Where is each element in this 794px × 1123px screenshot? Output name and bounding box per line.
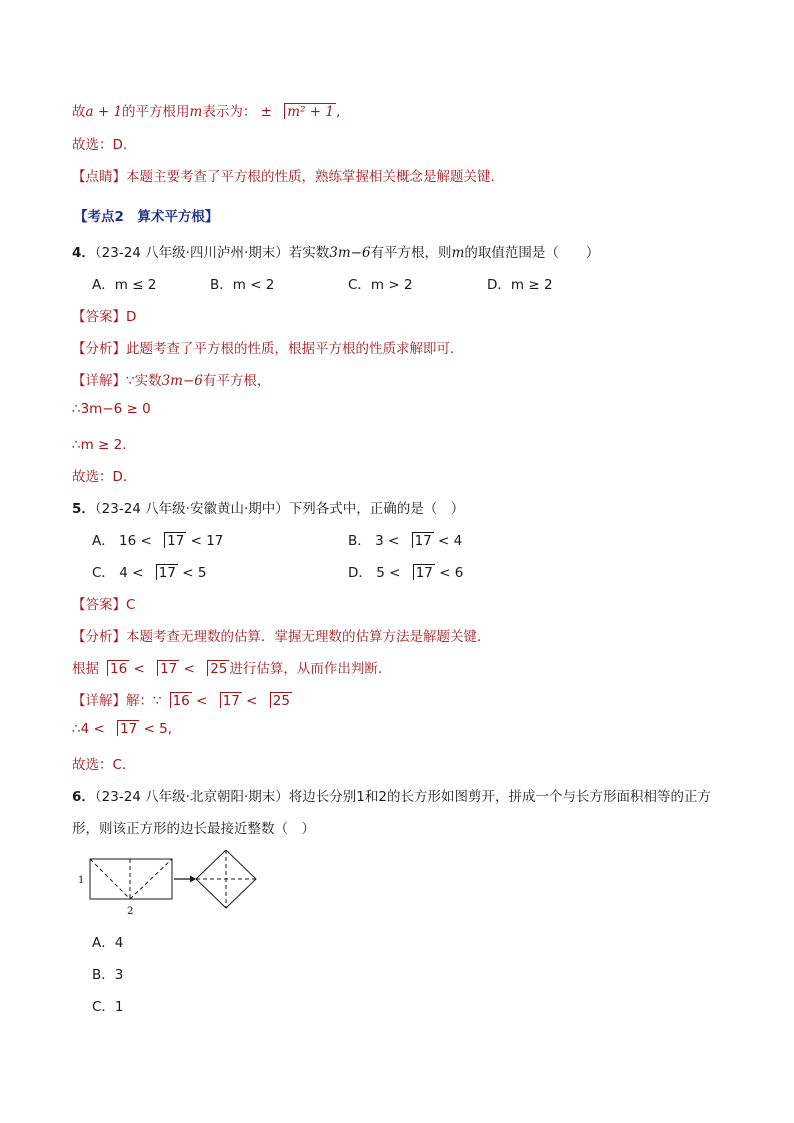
- q5-detail-tag: 【详解】: [72, 693, 126, 709]
- q5-option-d-left: 5 <: [376, 565, 401, 581]
- q6-stem-text1: 将边长分别1和2的长方形如图剪开，拼成一个与长方形面积相等的正方: [288, 789, 711, 805]
- q5-detail-sqrt17: [213, 693, 242, 709]
- q5-detail: [72, 689, 292, 709]
- q5-basis-lt1: <: [133, 661, 145, 677]
- q5-answer-value: C: [126, 597, 136, 613]
- q4-analysis-tag: 【分析】: [72, 341, 126, 357]
- q5-option-c-label: C．: [92, 565, 115, 581]
- q5-basis-lt2: <: [183, 661, 195, 677]
- fig-arrow-head: [190, 876, 196, 883]
- q5-analysis-tag: 【分析】: [72, 629, 126, 645]
- q5-option-b-sqrt: [405, 533, 434, 549]
- fig-label-bottom: 2: [127, 906, 134, 917]
- q6-source: （23-24 八年级·北京朝阳·期末）: [94, 789, 289, 805]
- q4-detail-b: 有平方根，: [202, 373, 271, 389]
- q6-figure: [78, 850, 268, 922]
- q4-detail: [72, 369, 270, 389]
- q4-stem-b: 有平方根，则: [370, 245, 452, 261]
- q5-basis-rad17: 17: [160, 661, 178, 677]
- q5-option-a-label: A．: [92, 533, 115, 549]
- q6-option-b: B．3: [92, 967, 124, 983]
- q5-detail-a: 解：∵: [126, 693, 162, 709]
- q4-detail-expr: 3m−6: [161, 373, 203, 389]
- q5-detail-sqrt25: [263, 693, 292, 709]
- choose-prev: 故选：D.: [72, 137, 128, 153]
- q4-source: （23-24 八年级·四川泸州·期末）: [94, 245, 289, 261]
- q5-option-a: [92, 529, 223, 549]
- q5-stem-text: 下列各式中，正确的是（ ）: [288, 501, 465, 517]
- q4-step2: ∴m ≥ 2．: [72, 437, 136, 453]
- q5-option-b-label: B．: [348, 533, 371, 549]
- intro-pm: ±: [260, 104, 272, 120]
- intro-mid2: 表示为：: [202, 104, 257, 120]
- q5-option-d: [348, 561, 463, 581]
- q6-stem-line2: 形，则该正方形的边长最接近整数（ ）: [72, 821, 315, 837]
- intro-suffix: ,: [335, 104, 341, 120]
- q4-choose: 故选：D．: [72, 469, 137, 485]
- fig-rect-dash-right: [130, 859, 172, 899]
- q5-option-a-right: < 17: [190, 533, 224, 549]
- q5-answer-tag: 【答案】: [72, 597, 126, 613]
- q5-option-c: [92, 561, 206, 581]
- q4-answer: [72, 305, 136, 325]
- q4-answer-tag: 【答案】: [72, 309, 126, 325]
- q5-detail-lt2: <: [246, 693, 258, 709]
- q5-choose: 故选：C．: [72, 757, 136, 773]
- fig-label-side: 1: [78, 875, 85, 886]
- intro-var: m: [189, 104, 203, 120]
- q5-number: 5．: [72, 501, 95, 517]
- q5-basis-b: 进行估算，从而作出判断．: [229, 661, 392, 677]
- q4-step1: ∴3m−6 ≥ 0: [72, 401, 151, 417]
- q4-answer-value: D: [126, 309, 137, 325]
- q6-stem-line1: [72, 785, 711, 805]
- q4-option-b: B．m < 2: [210, 277, 275, 293]
- intro-mid: 的平方根用: [122, 104, 190, 120]
- fig-rectangle: [90, 859, 172, 899]
- q5-option-b-radicand: 17: [414, 533, 432, 549]
- intro-line: [72, 100, 340, 120]
- q4-detail-tag: 【详解】: [72, 373, 126, 389]
- q5-option-a-left: 16 <: [119, 533, 152, 549]
- q5-option-c-radicand: 17: [158, 565, 176, 581]
- q4-analysis-text: 此题考查了平方根的性质，根据平方根的性质求解即可．: [126, 341, 464, 357]
- q5-option-c-left: 4 <: [119, 565, 144, 581]
- q5-option-d-right: < 6: [439, 565, 464, 581]
- q5-option-a-sqrt: [157, 533, 186, 549]
- q5-option-d-radicand: 17: [415, 565, 433, 581]
- q5-option-c-right: < 5: [182, 565, 207, 581]
- q5-detail-rad17: 17: [222, 693, 240, 709]
- q5-conclusion-b: < 5,: [143, 721, 173, 737]
- comment-line: [72, 165, 495, 185]
- q5-answer: [72, 593, 135, 613]
- fig-rect-dash-left: [90, 859, 130, 899]
- q5-conclusion: [72, 721, 172, 737]
- intro-radicand: m² + 1: [287, 104, 334, 120]
- section-heading: 【考点2 算术平方根】: [74, 209, 219, 225]
- q4-stem: [72, 241, 599, 261]
- comment-text: 本题主要考查了平方根的性质，熟练掌握相关概念是解题关键.: [126, 169, 495, 185]
- q4-option-c: C．m > 2: [348, 277, 413, 293]
- q5-stem: [72, 497, 464, 517]
- intro-sqrt: [277, 104, 336, 120]
- q4-option-d: D．m ≥ 2: [487, 277, 553, 293]
- q5-basis-sqrt17: [150, 661, 179, 677]
- q6-option-c: C．1: [92, 999, 124, 1015]
- q5-conclusion-a: ∴4 <: [72, 721, 105, 737]
- q5-option-a-radicand: 17: [167, 533, 185, 549]
- q5-basis-rad16: 16: [110, 661, 128, 677]
- q5-conclusion-sqrt: [110, 721, 139, 737]
- comment-tag: 【点睛】: [72, 169, 126, 185]
- q4-number: 4．: [72, 245, 95, 261]
- q4-detail-a: ∵实数: [126, 373, 162, 389]
- q6-number: 6．: [72, 789, 95, 805]
- intro-expr: a + 1: [85, 104, 123, 120]
- q5-analysis-text: 本题考查无理数的估算．掌握无理数的估算方法是解题关键．: [126, 629, 491, 645]
- q4-stem-var: m: [451, 245, 465, 261]
- q4-stem-a: 若实数: [288, 245, 330, 261]
- intro-prefix: 故: [72, 104, 86, 120]
- q5-option-b-left: 3 <: [375, 533, 400, 549]
- q5-basis-sqrt25: [200, 661, 229, 677]
- q5-detail-lt1: <: [196, 693, 208, 709]
- q6-option-a: A．4: [92, 935, 124, 951]
- q5-detail-sqrt16: [163, 693, 192, 709]
- q5-option-d-label: D．: [348, 565, 372, 581]
- q4-option-a: A．m ≤ 2: [92, 277, 157, 293]
- q5-basis: [72, 657, 391, 677]
- q4-analysis: [72, 337, 464, 357]
- q5-source: （23-24 八年级·安徽黄山·期中）: [94, 501, 289, 517]
- q5-basis-rad25: 25: [210, 661, 228, 677]
- q5-option-c-sqrt: [149, 565, 178, 581]
- q5-conclusion-rad17: 17: [120, 721, 138, 737]
- q5-option-b-right: < 4: [438, 533, 463, 549]
- q5-detail-rad25: 25: [272, 693, 290, 709]
- q5-option-d-sqrt: [406, 565, 435, 581]
- q5-detail-rad16: 16: [172, 693, 190, 709]
- q5-option-b: [348, 529, 462, 549]
- q5-basis-a: 根据: [72, 661, 99, 677]
- q4-stem-c: 的取值范围是（ ）: [464, 245, 600, 261]
- q4-stem-expr: 3m−6: [329, 245, 371, 261]
- q5-basis-sqrt16: [100, 661, 129, 677]
- q5-analysis: [72, 625, 491, 645]
